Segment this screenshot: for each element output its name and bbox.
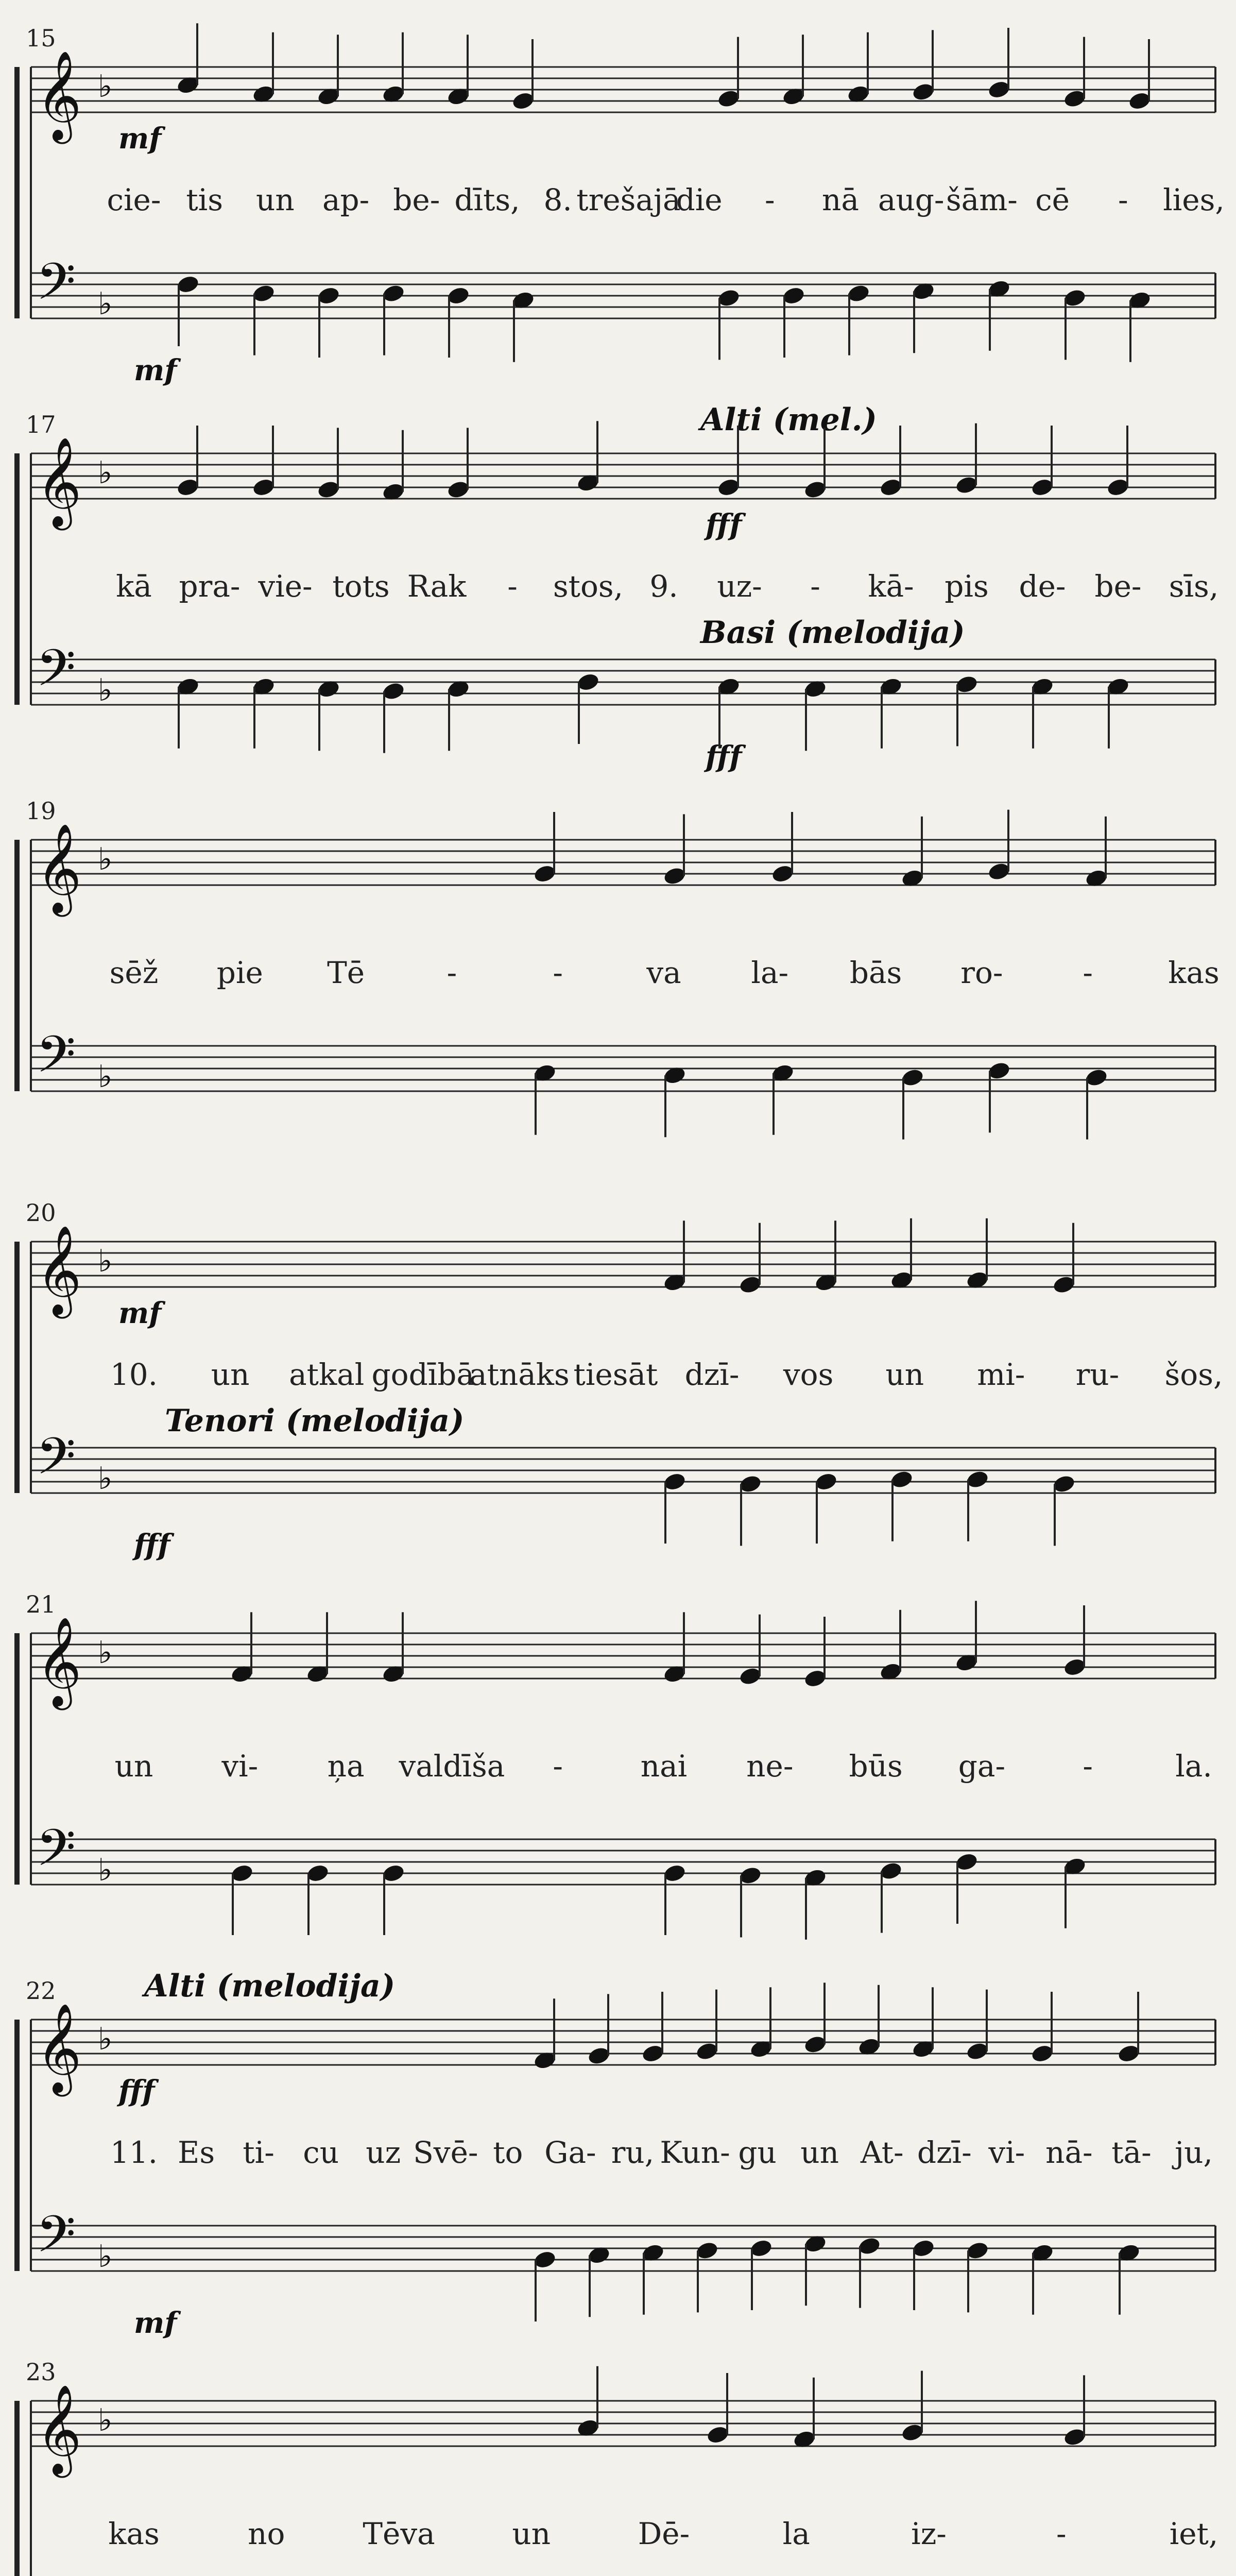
system-bracket: [14, 1633, 20, 1885]
system-bracket: [14, 453, 20, 705]
system-23: [14, 2358, 1218, 2576]
treble-clef-icon: 𝄞: [36, 437, 82, 527]
measure-number: 21: [26, 1590, 56, 1618]
lyric-syllable: die: [676, 182, 723, 217]
flat-icon: ♭: [98, 1852, 113, 1888]
measure-number: 19: [26, 797, 56, 825]
treble-staff: [31, 1242, 1215, 1287]
lyric-syllable: tis: [186, 182, 224, 217]
lyric-syllable: nā: [822, 182, 859, 217]
lyric-syllable: -: [1056, 2516, 1067, 2551]
lyric-syllable: At-: [860, 2135, 904, 2170]
bass-clef-icon: 𝄢: [36, 1025, 76, 1097]
voice-label: Alti (mel.): [700, 402, 877, 438]
flat-icon: ♭: [98, 1243, 113, 1279]
lyric-syllable: valdīša: [399, 1749, 505, 1784]
lyric-syllable: 11.: [110, 2135, 158, 2170]
treble-clef-icon: 𝄞: [36, 2384, 82, 2474]
flat-icon: ♭: [98, 69, 113, 105]
lyric-syllable: atkal: [289, 1357, 365, 1392]
lyric-syllable: Svē-: [413, 2135, 478, 2170]
lyric-syllable: šām-: [946, 182, 1018, 217]
system-bracket: [14, 2401, 20, 2576]
lyric-syllable: be-: [1094, 569, 1142, 604]
lyric-syllable: Tē: [327, 955, 365, 990]
lyric-syllable: ro-: [960, 955, 1003, 990]
treble-staff: [31, 1633, 1215, 1679]
lyric-syllable: un: [512, 2516, 551, 2551]
system-bracket: [14, 67, 20, 318]
lyric-syllable: gu: [738, 2135, 777, 2170]
flat-icon: ♭: [98, 1635, 113, 1671]
flat-icon: ♭: [98, 455, 113, 491]
lyric-syllable: kā-: [868, 569, 914, 604]
flat-icon: ♭: [98, 2239, 113, 2275]
lyric-syllable: 10.: [110, 1357, 158, 1392]
lyric-syllable: un: [885, 1357, 924, 1392]
lyric-syllable: ņa: [327, 1749, 365, 1784]
lyric-syllable: cu: [303, 2135, 339, 2170]
lyric-syllable: un: [256, 182, 295, 217]
bass-clef-icon: 𝄢: [36, 2205, 76, 2277]
lyric-syllable: mi-: [977, 1357, 1025, 1392]
lyric-syllable: dīts,: [454, 182, 520, 217]
lyric-syllable: bās: [849, 955, 902, 990]
flat-icon: ♭: [98, 286, 113, 322]
lyric-syllable: ru-: [1075, 1357, 1120, 1392]
system-21: [14, 1590, 1215, 1940]
voice-label-bottom: Basi (melodija): [700, 615, 965, 651]
lyric-syllable: iet,: [1169, 2516, 1218, 2551]
lyric-syllable: vos: [783, 1357, 834, 1392]
lyric-syllable: cē: [1035, 182, 1070, 217]
treble-clef-icon: 𝄞: [36, 2003, 82, 2093]
lyric-syllable: -: [553, 955, 563, 990]
lyric-syllable: vie-: [258, 569, 313, 604]
lyric-syllable: Kun-: [660, 2135, 730, 2170]
lyric-syllable: de-: [1019, 569, 1066, 604]
lyric-syllable: Rak: [407, 569, 467, 604]
lyric-syllable: dzī-: [917, 2135, 972, 2170]
lyric-syllable: la.: [1175, 1749, 1212, 1784]
lyric-syllable: -: [553, 1749, 563, 1784]
lyric-syllable: sēž: [109, 955, 159, 990]
lyric-syllable: -: [1083, 955, 1093, 990]
system-15: [14, 23, 1225, 387]
lyric-syllable: pie: [216, 955, 263, 990]
lyric-syllable: ju,: [1175, 2135, 1213, 2170]
lyric-syllable: 8.: [543, 182, 572, 217]
lyric-syllable: to: [493, 2135, 523, 2170]
lyric-syllable: -: [764, 182, 775, 217]
lyric-syllable: va: [646, 955, 681, 990]
lyric-syllable: būs: [849, 1749, 903, 1784]
dynamic-marking: mf: [118, 1296, 162, 1330]
measure-number: 20: [26, 1199, 56, 1227]
lyric-syllable: kas: [108, 2516, 160, 2551]
dynamic-marking: fff: [118, 2074, 155, 2108]
bass-staff: [31, 1839, 1215, 1885]
dynamic-marking: fff: [706, 508, 742, 542]
lyric-syllable: uz: [366, 2135, 401, 2170]
lyric-syllable: tiesāt: [573, 1357, 658, 1392]
dynamic-marking: fff: [706, 740, 742, 774]
lyric-syllable: ga-: [958, 1749, 1006, 1784]
lyric-syllable: tots: [332, 569, 390, 604]
dynamic-marking: mf: [134, 2306, 177, 2340]
lyric-syllable: pis: [945, 569, 989, 604]
bass-staff: [31, 1448, 1215, 1493]
treble-clef-icon: 𝄞: [36, 823, 82, 913]
treble-clef-icon: 𝄞: [36, 50, 82, 140]
lyric-syllable: Dē-: [638, 2516, 690, 2551]
lyric-syllable: ap-: [322, 182, 370, 217]
lyric-syllable: 9.: [649, 569, 678, 604]
lyric-syllable: kā: [116, 569, 152, 604]
measure-number: 22: [26, 1977, 56, 2005]
lyric-syllable: kas: [1168, 955, 1220, 990]
lyric-syllable: ti-: [243, 2135, 274, 2170]
system-20: [14, 1199, 1223, 1562]
measure-number: 15: [26, 24, 56, 52]
lyric-syllable: iz-: [911, 2516, 947, 2551]
voice-label: Alti (melodija): [144, 1968, 396, 2004]
lyric-syllable: Es: [178, 2135, 215, 2170]
lyric-syllable: nā-: [1045, 2135, 1093, 2170]
system-bracket: [14, 2020, 20, 2271]
lyric-syllable: sīs,: [1169, 569, 1219, 604]
bass-clef-icon: 𝄢: [36, 639, 76, 710]
lyric-syllable: Tēva: [363, 2516, 435, 2551]
bass-clef-icon: 𝄢: [36, 252, 76, 324]
lyric-syllable: pra-: [179, 569, 241, 604]
lyric-syllable: -: [447, 955, 457, 990]
system-bracket: [14, 840, 20, 1091]
lyric-syllable: aug-: [878, 182, 945, 217]
treble-staff: [31, 67, 1215, 112]
lyric-syllable: cie-: [107, 182, 161, 217]
lyric-syllable: šos,: [1164, 1357, 1223, 1392]
lyric-syllable: stos,: [553, 569, 624, 604]
dynamic-marking: mf: [118, 122, 162, 156]
flat-icon: ♭: [98, 1059, 113, 1095]
lyric-syllable: tā-: [1111, 2135, 1152, 2170]
system-17: [14, 402, 1218, 774]
lyric-syllable: vi-: [221, 1749, 259, 1784]
lyric-syllable: dzī-: [684, 1357, 740, 1392]
flat-icon: ♭: [98, 2402, 113, 2438]
lyric-syllable: lies,: [1163, 182, 1225, 217]
dynamic-marking: fff: [134, 1528, 170, 1562]
bass-clef-icon: 𝄢: [36, 1427, 76, 1499]
lyric-syllable: ne-: [746, 1749, 794, 1784]
lyric-syllable: godībā: [371, 1357, 474, 1392]
lyric-syllable: un: [800, 2135, 839, 2170]
system-22: [14, 1968, 1215, 2340]
system-bracket: [14, 1242, 20, 1493]
treble-staff: [31, 840, 1215, 885]
lyric-syllable: -: [1118, 182, 1128, 217]
treble-clef-icon: 𝄞: [36, 1617, 82, 1706]
lyric-syllable: vi-: [988, 2135, 1025, 2170]
lyric-syllable: Ga-: [544, 2135, 596, 2170]
lyric-syllable: be-: [393, 182, 440, 217]
lyric-syllable: un: [211, 1357, 250, 1392]
measure-number: 23: [26, 2358, 56, 2386]
lyric-syllable: un: [114, 1749, 153, 1784]
lyric-syllable: ru,: [611, 2135, 655, 2170]
bass-staff: [31, 273, 1215, 318]
flat-icon: ♭: [98, 841, 113, 877]
measure-number: 17: [26, 411, 56, 438]
lyric-syllable: la-: [751, 955, 789, 990]
flat-icon: ♭: [98, 2021, 113, 2057]
treble-staff: [31, 2401, 1215, 2446]
voice-label-bottom: Tenori (melodija): [165, 1403, 465, 1439]
lyric-syllable: atnāks: [469, 1357, 570, 1392]
bass-clef-icon: 𝄢: [36, 1819, 76, 1890]
treble-clef-icon: 𝄞: [36, 1225, 82, 1315]
lyric-syllable: uz-: [717, 569, 762, 604]
dynamic-marking: mf: [134, 353, 177, 387]
lyric-syllable: trešajā: [576, 182, 681, 217]
flat-icon: ♭: [98, 1461, 113, 1497]
lyric-syllable: -: [1083, 1749, 1093, 1784]
lyric-syllable: -: [810, 569, 820, 604]
system-19: [14, 797, 1220, 1140]
lyric-syllable: nai: [640, 1749, 688, 1784]
lyric-syllable: no: [248, 2516, 285, 2551]
bass-staff: [31, 1046, 1215, 1091]
lyric-syllable: -: [507, 569, 518, 604]
lyric-syllable: la: [782, 2516, 810, 2551]
flat-icon: ♭: [98, 672, 113, 708]
